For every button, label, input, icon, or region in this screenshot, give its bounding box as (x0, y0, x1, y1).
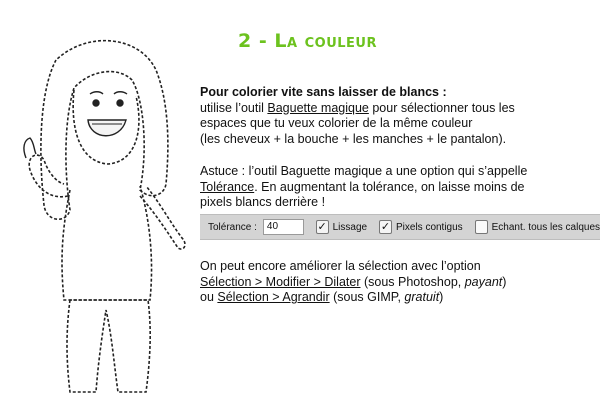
improve-line-2-mid: (sous Photoshop, (360, 274, 465, 289)
improve-line-3-em: gratuit (404, 290, 440, 304)
improve-line-3 (200, 290, 590, 306)
tolerance-input[interactable]: 40 (263, 219, 304, 235)
improve-line-2-em: payant (464, 274, 503, 289)
dilate-menu-link[interactable]: Sélection > Modifier > Dilater (200, 274, 361, 289)
tolerance-label: Tolérance : (208, 221, 257, 233)
intro-line-3: (les cheveux + la bouche + les manches + le pantalon). (200, 131, 507, 146)
tip-line-2 (200, 180, 590, 196)
improve-line-3-mid: (sous GIMP, (329, 290, 405, 304)
improve-line-3-end: ) (439, 290, 444, 304)
tip-line-2-post: . En augmentant la tolérance, on laisse moins de (254, 179, 525, 194)
improve-line-2-end: ) (502, 274, 507, 289)
paragraph-intro (200, 85, 590, 147)
paragraph-tip (200, 164, 590, 211)
lissage-checkbox[interactable]: ✓ (317, 221, 327, 233)
improve-line-2 (200, 275, 590, 291)
paragraph-improve (200, 259, 590, 306)
echant-label: Echant. tous les calques (491, 221, 600, 233)
improve-line-3-pre: ou (200, 290, 218, 304)
contigus-checkbox[interactable]: ✓ (380, 221, 391, 233)
improve-line-1: On peut encore améliorer la sélection avec l’option (200, 259, 481, 273)
grow-menu-link[interactable]: Sélection > Agrandir (217, 290, 330, 304)
intro-line-1 (200, 101, 590, 117)
magic-wand-options-bar (200, 214, 600, 240)
intro-line-2: espaces que tu veux colorier de la même couleur (200, 116, 473, 130)
tolerance-link[interactable]: Tolérance (200, 179, 255, 194)
intro-line-1-post: pour sélectionner tous les (368, 100, 515, 115)
contigus-label: Pixels contigus (395, 221, 463, 233)
intro-line-1-pre: utilise l’outil (200, 100, 268, 115)
magic-wand-link[interactable]: Baguette magique (267, 100, 369, 115)
cartoon-character-illustration (0, 0, 200, 400)
page-title: 2 - La couleur (238, 30, 377, 52)
intro-heading: Pour colorier vite sans laisser de blancs : (200, 85, 447, 99)
echant-checkbox[interactable] (475, 220, 488, 234)
tip-line-1: Astuce : l’outil Baguette magique a une option qui s’appelle (200, 164, 528, 178)
lissage-label: Lissage (332, 221, 368, 233)
tip-line-3: pixels blancs derrière ! (200, 195, 326, 209)
